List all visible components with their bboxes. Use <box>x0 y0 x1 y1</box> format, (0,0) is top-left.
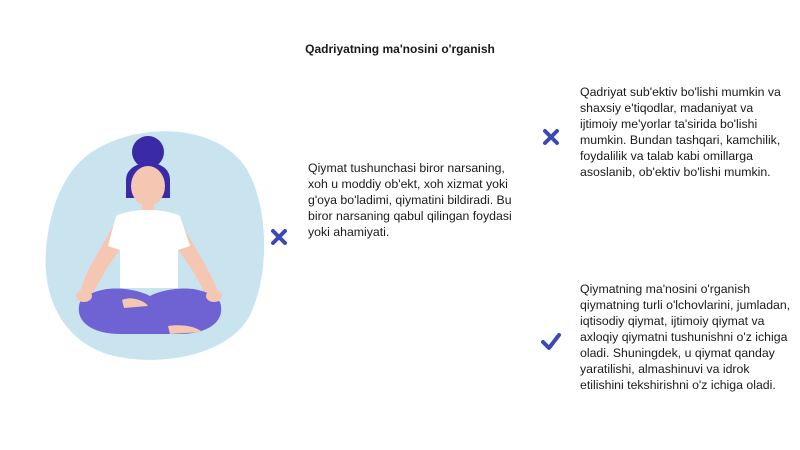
point-text-1: Qiymat tushunchasi biror narsaning, xoh u moddiy ob'ekt, xoh xizmat yoki g'oya bo'ladimi, qiymatini bildiradi. Bu biror narsaning qabul qilingan foydasi yoki ahamiyati. <box>308 161 512 239</box>
point-text-2: Qadriyat sub'ektiv bo'lishi mumkin va shaxsiy e'tiqodlar, madaniyat va ijtimoiy me'yorlar ta'sirida bo'lishi mumkin. Bundan tashqari, kamchilik, foydalilik va talab kabi omillarga asoslanib, ob'ektiv bo'lishi mumkin. <box>580 85 781 179</box>
meditating-woman-illustration <box>40 120 270 370</box>
face <box>131 166 165 206</box>
left-hand <box>76 290 92 302</box>
point-text-3: Qiymatning ma'nosini o'rganish qiymatning turli o'lchovlarini, jumladan, iqtisodiy qiymat, ijtimoiy qiymat va axloqiy qiymatni tushunishni o'z ichiga oladi. Shuningdek, u qiymat qanday yaratilishi, almashinuvi va idrok etilishini tekshirishni o'z ichiga oladi. <box>580 282 791 392</box>
cross-icon <box>268 226 290 248</box>
cross-icon <box>540 126 562 148</box>
check-icon <box>540 330 562 352</box>
page-title: Qadriyatning ma'nosini o'rganish <box>305 42 495 56</box>
right-hand <box>206 290 222 302</box>
shirt <box>108 210 190 288</box>
